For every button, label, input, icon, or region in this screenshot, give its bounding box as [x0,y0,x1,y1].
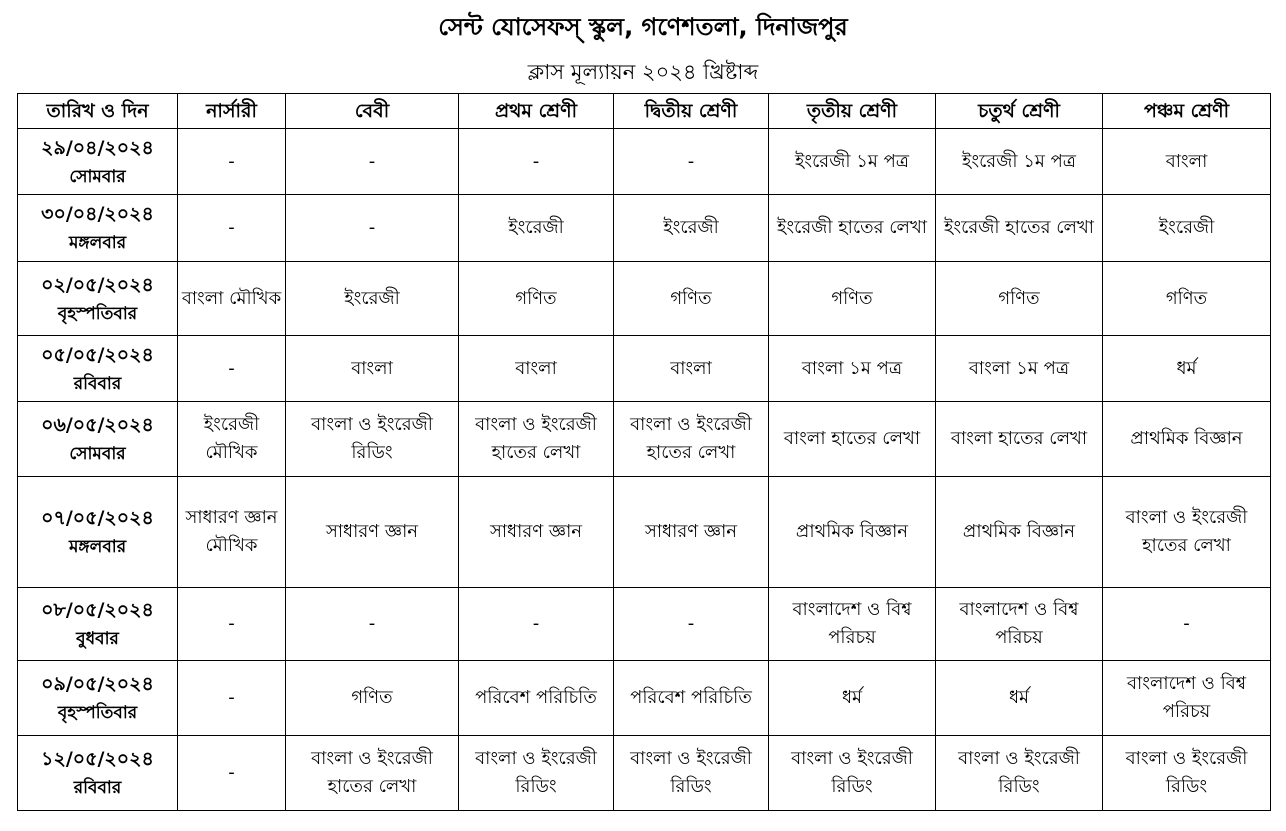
exam-schedule-table [17,93,1271,811]
column-header-nursery: নার্সারী [178,94,286,129]
subject-cell-nursery: ইংরেজী মৌখিক [178,402,286,477]
subject-cell-nursery: - [178,129,286,195]
subject-cell-class-5: বাংলা ও ইংরেজী হাতের লেখা [1103,477,1271,588]
subject-cell-class-2: বাংলা [614,336,769,402]
subject-cell-nursery: - [178,588,286,661]
exam-weekday: বৃহস্পতিবার [57,703,138,723]
column-header-date: তারিখ ও দিন [18,94,178,129]
subject-cell-class-4: প্রাথমিক বিজ্ঞান [936,477,1103,588]
exam-date: ০৯/০৫/২০২৪ [41,673,154,695]
table-row [18,736,1271,811]
subject-cell-class-3: ইংরেজী ১ম পত্র [769,129,936,195]
subject-cell-class-2: ইংরেজী [614,195,769,262]
subject-cell-class-5: প্রাথমিক বিজ্ঞান [1103,402,1271,477]
exam-date: ৩০/০৪/২০২৪ [41,203,154,225]
subject-cell-nursery: - [178,336,286,402]
exam-date: ১২/০৫/২০২৪ [41,748,154,770]
subject-cell-baby: গণিত [286,661,459,736]
subject-cell-class-2: গণিত [614,262,769,336]
date-cell [18,736,178,811]
subject-cell-class-3: ইংরেজী হাতের লেখা [769,195,936,262]
subject-cell-class-4: ইংরেজী ১ম পত্র [936,129,1103,195]
subject-cell-class-1: সাধারণ জ্ঞান [459,477,614,588]
table-row [18,336,1271,402]
subject-cell-class-4: বাংলা ও ইংরেজী রিডিং [936,736,1103,811]
subject-cell-class-4: বাংলা ১ম পত্র [936,336,1103,402]
date-cell [18,195,178,262]
subject-cell-class-2: - [614,129,769,195]
subject-cell-class-1: ইংরেজী [459,195,614,262]
table-row [18,129,1271,195]
table-row [18,402,1271,477]
subject-cell-class-5: ধর্ম [1103,336,1271,402]
subject-cell-nursery: - [178,195,286,262]
subject-cell-class-5: বাংলাদেশ ও বিশ্ব পরিচয় [1103,661,1271,736]
subject-cell-class-4: ধর্ম [936,661,1103,736]
subject-cell-class-4: বাংলা হাতের লেখা [936,402,1103,477]
subject-cell-baby: - [286,129,459,195]
exam-weekday: মঙ্গলবার [68,233,127,253]
subject-cell-nursery: বাংলা মৌখিক [178,262,286,336]
exam-date: ০৮/০৫/২০২৪ [41,599,154,621]
column-header-class-4: চতুর্থ শ্রেণী [936,94,1103,129]
subject-cell-baby: - [286,195,459,262]
subject-cell-class-1: বাংলা [459,336,614,402]
subject-cell-baby: বাংলা [286,336,459,402]
column-header-baby: বেবী [286,94,459,129]
subject-cell-class-1: পরিবেশ পরিচিতি [459,661,614,736]
subject-cell-class-3: ধর্ম [769,661,936,736]
subject-cell-class-3: বাংলাদেশ ও বিশ্ব পরিচয় [769,588,936,661]
exam-date: ২৯/০৪/২০২৪ [41,136,154,159]
subject-cell-baby: বাংলা ও ইংরেজী হাতের লেখা [286,736,459,811]
column-header-class-5: পঞ্চম শ্রেণী [1103,94,1271,129]
date-cell [18,336,178,402]
subject-cell-baby: - [286,588,459,661]
date-cell [18,262,178,336]
subject-cell-class-2: বাংলা ও ইংরেজী হাতের লেখা [614,402,769,477]
subject-cell-class-2: সাধারণ জ্ঞান [614,477,769,588]
subject-cell-class-2: বাংলা ও ইংরেজী রিডিং [614,736,769,811]
date-cell [18,588,178,661]
school-title: সেন্ট যোসেফস্‌ স্কুল, গণেশতলা, দিনাজপুর [438,13,848,41]
subject-cell-class-3: বাংলা ১ম পত্র [769,336,936,402]
subject-cell-class-5: বাংলা ও ইংরেজী রিডিং [1103,736,1271,811]
subject-cell-class-2: পরিবেশ পরিচিতি [614,661,769,736]
table-row [18,661,1271,736]
column-header-class-1: প্রথম শ্রেণী [459,94,614,129]
exam-weekday: বৃহস্পতিবার [57,303,138,324]
exam-subtitle: ক্লাস মূল্যায়ন ২০২৪ খ্রিষ্টাব্দ [527,60,759,84]
table-row [18,588,1271,661]
subject-cell-baby: সাধারণ জ্ঞান [286,477,459,588]
table-row [18,262,1271,336]
exam-date: ০৫/০৫/২০২৪ [41,343,154,366]
subject-cell-class-1: - [459,129,614,195]
subject-cell-nursery: - [178,661,286,736]
subject-cell-class-3: বাংলা হাতের লেখা [769,402,936,477]
subject-cell-class-4: বাংলাদেশ ও বিশ্ব পরিচয় [936,588,1103,661]
subject-cell-baby: ইংরেজী [286,262,459,336]
subject-cell-baby: বাংলা ও ইংরেজী রিডিং [286,402,459,477]
subject-cell-class-4: গণিত [936,262,1103,336]
subject-cell-nursery: - [178,736,286,811]
column-header-class-2: দ্বিতীয় শ্রেণী [614,94,769,129]
exam-weekday: সোমবার [69,166,126,187]
subject-cell-class-1: বাংলা ও ইংরেজী হাতের লেখা [459,402,614,477]
table-row [18,477,1271,588]
exam-weekday: বুধবার [76,629,119,649]
subject-cell-class-1: বাংলা ও ইংরেজী রিডিং [459,736,614,811]
date-cell [18,477,178,588]
subject-cell-class-3: গণিত [769,262,936,336]
subject-cell-nursery: সাধারণ জ্ঞান মৌখিক [178,477,286,588]
date-cell [18,129,178,195]
table-row [18,195,1271,262]
subject-cell-class-2: - [614,588,769,661]
subject-cell-class-1: - [459,588,614,661]
exam-date: ০৬/০৫/২০২৪ [41,414,154,436]
subject-cell-class-5: - [1103,588,1271,661]
exam-weekday: রবিবার [73,778,122,798]
subject-cell-class-5: গণিত [1103,262,1271,336]
exam-weekday: রবিবার [73,373,122,394]
exam-date: ০৭/০৫/২০২৪ [41,507,154,529]
exam-weekday: সোমবার [69,444,126,464]
column-header-class-3: তৃতীয় শ্রেণী [769,94,936,129]
subject-cell-class-3: বাংলা ও ইংরেজী রিডিং [769,736,936,811]
subject-cell-class-4: ইংরেজী হাতের লেখা [936,195,1103,262]
date-cell [18,402,178,477]
date-cell [18,661,178,736]
subject-cell-class-5: ইংরেজী [1103,195,1271,262]
exam-date: ০২/০৫/২০২৪ [41,273,154,296]
subject-cell-class-3: প্রাথমিক বিজ্ঞান [769,477,936,588]
header-row [18,94,1271,129]
schedule-body [18,129,1271,811]
exam-weekday: মঙ্গলবার [68,537,127,557]
subject-cell-class-5: বাংলা [1103,129,1271,195]
subject-cell-class-1: গণিত [459,262,614,336]
